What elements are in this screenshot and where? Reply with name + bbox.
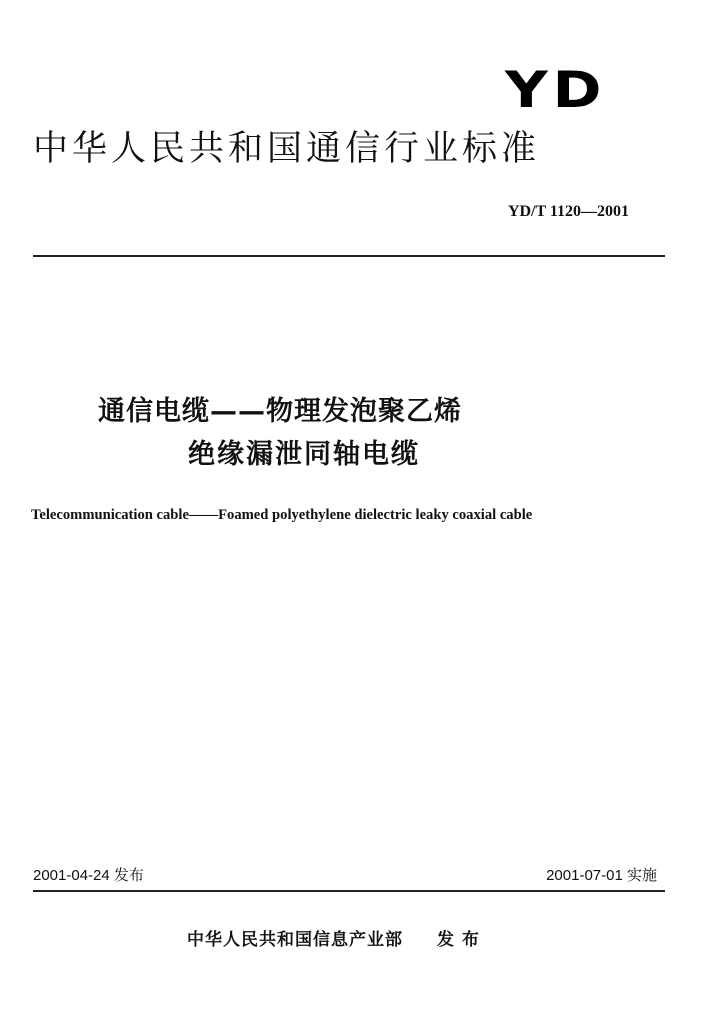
english-title: Telecommunication cable——Foamed polyethylene dielectric leaky coaxial cable: [31, 507, 533, 523]
chinese-title-line-2: 绝缘漏泄同轴电缆: [188, 439, 420, 470]
publisher-line: [187, 929, 480, 951]
top-divider: [33, 255, 665, 257]
issue-date: 2001-04-24 发布: [33, 867, 144, 884]
chinese-title-line-1: 通信电缆——物理发泡聚乙烯: [98, 396, 462, 427]
bottom-divider: [33, 890, 665, 892]
yd-logo: YD: [505, 61, 607, 119]
publisher-name: 中华人民共和国信息产业部: [187, 930, 403, 950]
publisher-action: 发 布: [437, 930, 480, 950]
standard-number: YD/T 1120—2001: [507, 203, 629, 220]
standard-category-title: 中华人民共和国通信行业标准: [33, 129, 541, 169]
implementation-date: 2001-07-01 实施: [546, 867, 657, 884]
